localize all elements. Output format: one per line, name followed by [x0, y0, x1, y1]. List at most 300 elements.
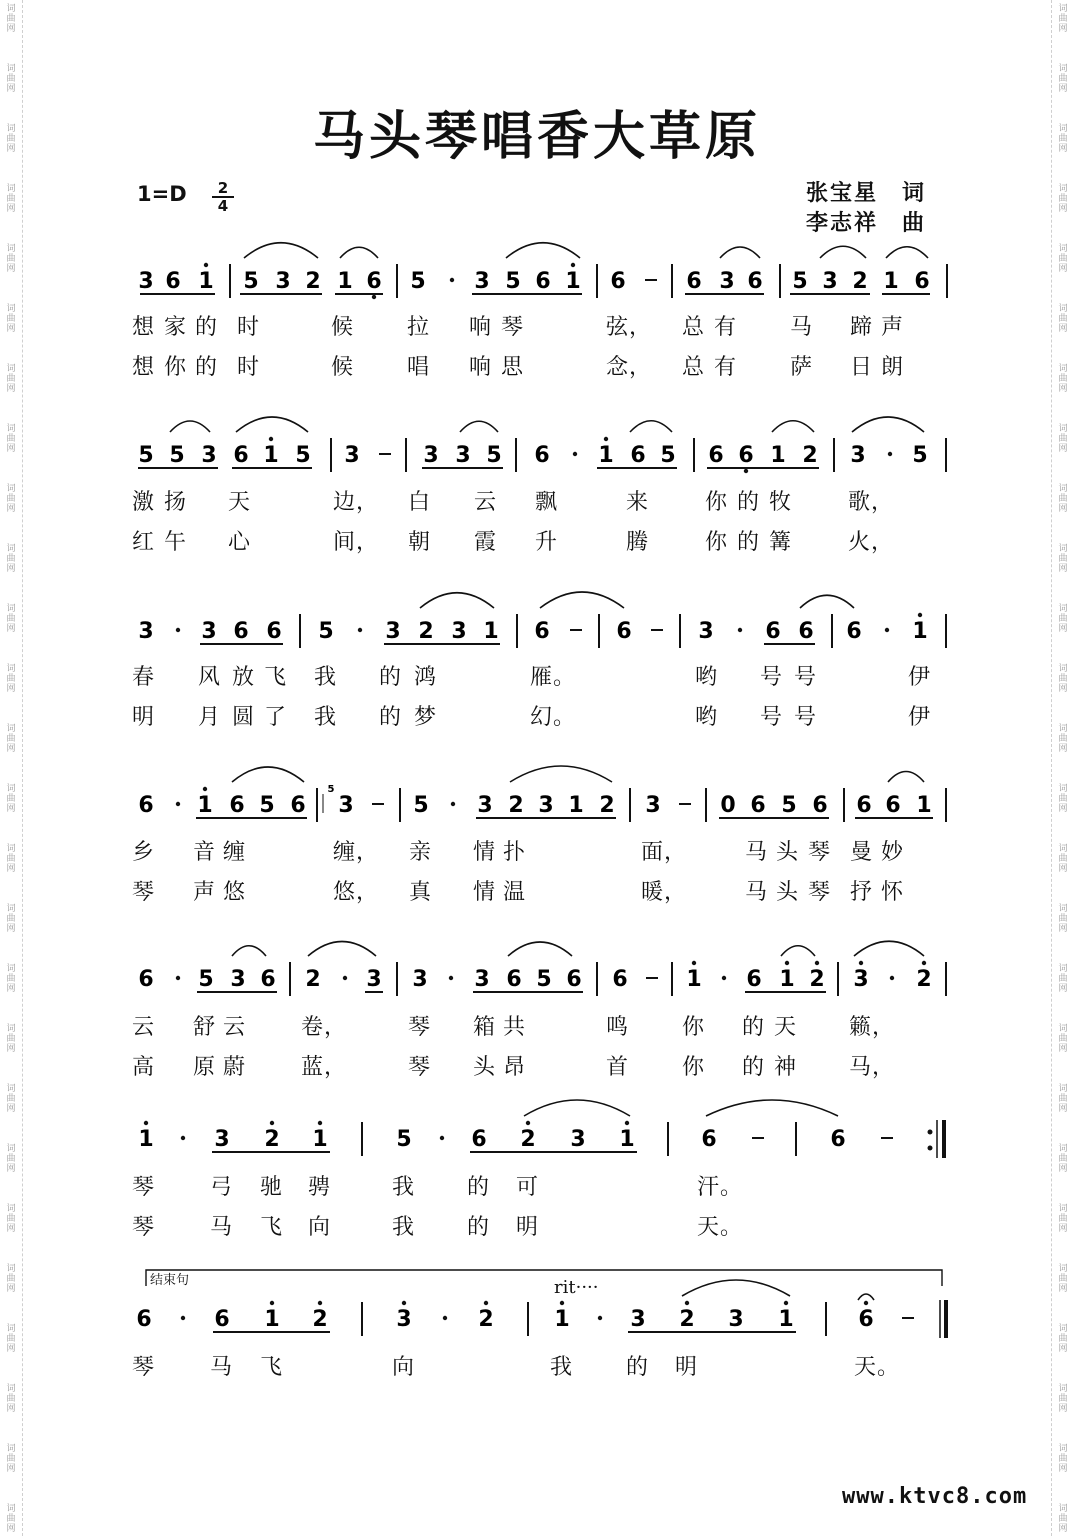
slur: [170, 421, 210, 432]
note-digit: 2: [312, 1307, 328, 1332]
note-digit: 6: [750, 793, 766, 818]
lyric-syllable: 腾: [626, 530, 650, 555]
watermark-text: 词 曲 网: [6, 964, 16, 994]
watermark-text: 词 曲 网: [6, 1504, 16, 1534]
augmentation-dot: [451, 802, 455, 806]
watermark-text: 词 曲 网: [1058, 184, 1068, 214]
note-digit: 3: [570, 1127, 586, 1152]
slur: [854, 941, 924, 956]
lyric-syllable: 云: [223, 1015, 247, 1040]
ending-label: 结束句: [150, 1273, 190, 1288]
augmentation-dot: [181, 1136, 185, 1140]
lyric-syllable: 首: [606, 1055, 630, 1080]
watermark-text: 词 曲 网: [1058, 364, 1068, 394]
watermark-text: 词 曲 网: [1058, 844, 1068, 874]
fermata: [858, 1294, 874, 1300]
lyric-syllable: 伊: [908, 665, 932, 690]
note-digit: 1: [686, 967, 702, 992]
slur: [420, 593, 494, 608]
lyric-syllable: 的: [626, 1355, 650, 1380]
note-digit: 3: [474, 967, 490, 992]
watermark-text: 词 曲 网: [6, 304, 16, 334]
key-signature: 1=D: [137, 182, 187, 206]
note-digit: 6: [229, 793, 245, 818]
octave-high-dot: [815, 961, 819, 965]
note-digit: 6: [566, 967, 582, 992]
lyric-syllable: 家: [164, 315, 188, 340]
lyric-syllable: 向: [392, 1355, 416, 1380]
watermark-text: 词 曲 网: [1058, 784, 1068, 814]
lyric-syllable: 舒: [193, 1015, 217, 1040]
lyric-syllable: 卷，: [301, 1015, 348, 1040]
lyric-syllable: 边，: [333, 490, 380, 515]
lyric-syllable: 火，: [848, 530, 895, 555]
lyric-syllable: 响: [469, 315, 493, 340]
watermark-text: 词 曲 网: [1058, 424, 1068, 454]
slur: [888, 772, 924, 783]
note-digit: 6: [830, 1127, 846, 1152]
lyric-syllable: 马: [210, 1355, 234, 1380]
watermark-text: 词 曲 网: [6, 1384, 16, 1414]
ending-bracket: [146, 1270, 942, 1286]
lyric-syllable: 我: [314, 665, 338, 690]
note-digit: 3: [477, 793, 493, 818]
note-digit: 5: [169, 443, 185, 468]
lyric-syllable: 时: [237, 315, 261, 340]
augmentation-dot: [443, 1316, 447, 1320]
octave-high-dot: [402, 1301, 406, 1305]
lyric-syllable: 怀: [881, 880, 905, 905]
lyric-syllable: 飞: [260, 1355, 284, 1380]
lyric-syllable: 蓝，: [301, 1055, 348, 1080]
note-digit: 3: [385, 619, 401, 644]
octave-low-dot: [372, 295, 376, 299]
lyric-syllable: 蔚: [223, 1055, 247, 1080]
octave-high-dot: [318, 1301, 322, 1305]
watermark-text: 词 曲 网: [1058, 904, 1068, 934]
note-digit: 6: [290, 793, 306, 818]
lyric-syllable: 飘: [535, 490, 559, 515]
lyric-syllable: 头: [776, 880, 800, 905]
lyric-syllable: 鸿: [414, 665, 438, 690]
watermark-text: 词 曲 网: [1058, 724, 1068, 754]
note-digit: 6: [366, 269, 382, 294]
lyric-syllable: 神: [774, 1055, 798, 1080]
lyric-syllable: 总: [682, 355, 706, 380]
lyric-syllable: 马: [210, 1215, 234, 1240]
lyric-syllable: 放: [232, 665, 256, 690]
lyric-syllable: 的: [742, 1055, 766, 1080]
lyric-syllable: 琴: [408, 1015, 432, 1040]
slur: [244, 243, 318, 258]
lyric-syllable: 琴: [501, 315, 525, 340]
note-digit: 6: [138, 793, 154, 818]
slur: [706, 1100, 838, 1116]
octave-low-dot: [744, 469, 748, 473]
lyric-syllable: 云: [132, 1015, 156, 1040]
lyric-syllable: 鸣: [606, 1015, 630, 1040]
lyric-syllable: 箱: [473, 1015, 497, 1040]
note-digit: 5: [295, 443, 311, 468]
slur: [232, 946, 266, 956]
lyric-syllable: 琴: [132, 880, 156, 905]
note-digit: 5: [259, 793, 275, 818]
note-digit: 2: [418, 619, 434, 644]
slur: [232, 767, 304, 782]
note-digit: 2: [305, 269, 321, 294]
lyric-syllable: 马，: [849, 1055, 896, 1080]
lyric-syllable: 马: [790, 315, 814, 340]
slur: [460, 421, 498, 432]
note-digit: 6: [535, 269, 551, 294]
lyric-syllable: 头: [776, 840, 800, 865]
watermark-text: 词 曲 网: [6, 1264, 16, 1294]
octave-high-dot: [625, 1121, 629, 1125]
watermark-text: 词 曲 网: [6, 4, 16, 34]
note-digit: 1: [312, 1127, 328, 1152]
octave-high-dot: [484, 1301, 488, 1305]
lyric-syllable: 天。: [854, 1355, 901, 1380]
note-digit: 5: [138, 443, 154, 468]
augmentation-dot: [573, 452, 577, 456]
note-digit: 2: [478, 1307, 494, 1332]
note-digit: 6: [534, 619, 550, 644]
watermark-text: 词 曲 网: [1058, 1084, 1068, 1114]
ritardando-mark: rit····: [554, 1277, 599, 1298]
lyric-syllable: 心: [228, 530, 252, 555]
watermark-text: 词 曲 网: [6, 904, 16, 934]
watermark-text: 词 曲 网: [1058, 1144, 1068, 1174]
lyric-syllable: 音: [193, 840, 217, 865]
lyric-syllable: 候: [331, 315, 355, 340]
slur: [540, 592, 624, 608]
lyric-syllable: 骋: [308, 1175, 332, 1200]
note-digit: 3: [230, 967, 246, 992]
lyric-syllable: 亲: [409, 840, 433, 865]
watermark-text: 词 曲 网: [6, 1144, 16, 1174]
lyric-syllable: 悠: [223, 880, 247, 905]
lyric-syllable: 号: [794, 705, 818, 730]
octave-high-dot: [784, 1301, 788, 1305]
lyric-syllable: 候: [331, 355, 355, 380]
lyric-syllable: 情: [473, 840, 497, 865]
slur: [886, 247, 928, 258]
note-digit: 2: [809, 967, 825, 992]
lyric-syllable: 号: [794, 665, 818, 690]
octave-high-dot: [204, 263, 208, 267]
lyric-syllable: 蹄: [850, 315, 874, 340]
note-digit: 2: [599, 793, 615, 818]
note-digit: 5: [660, 443, 676, 468]
lyric-syllable: 可: [516, 1175, 540, 1200]
lyric-syllable: 悠，: [333, 880, 380, 905]
watermark-text: 词 曲 网: [1058, 664, 1068, 694]
lyric-syllable: 高: [132, 1055, 156, 1080]
note-digit: 5: [486, 443, 502, 468]
note-digit: 6: [233, 443, 249, 468]
site-watermark: www.ktvc8.com: [842, 1484, 1028, 1509]
octave-high-dot: [560, 1301, 564, 1305]
lyric-syllable: 籁，: [849, 1015, 896, 1040]
note-digit: 6: [747, 269, 763, 294]
lyric-syllable: 日: [850, 355, 874, 380]
note-digit: 5: [781, 793, 797, 818]
note-digit: 3: [850, 443, 866, 468]
augmentation-dot: [181, 1316, 185, 1320]
watermark-text: 词 曲 网: [1058, 304, 1068, 334]
note-digit: 1: [198, 269, 214, 294]
watermark-text: 词 曲 网: [6, 1204, 16, 1234]
watermark-text: 词 曲 网: [6, 484, 16, 514]
lyric-syllable: 我: [550, 1355, 574, 1380]
note-digit: 6: [686, 269, 702, 294]
lyric-syllable: 暖，: [641, 880, 688, 905]
note-digit: 5: [536, 967, 552, 992]
lyric-syllable: 萨: [790, 355, 814, 380]
watermark-text: 词 曲 网: [6, 124, 16, 154]
lyric-syllable: 缠: [223, 840, 247, 865]
watermark-text: 词 曲 网: [1058, 484, 1068, 514]
note-digit: 2: [520, 1127, 536, 1152]
note-digit: 3: [474, 269, 490, 294]
lyric-syllable: 响: [469, 355, 493, 380]
note-digit: 5: [505, 269, 521, 294]
note-digit: 6: [914, 269, 930, 294]
note-digit: 5: [243, 269, 259, 294]
note-digit: 6: [610, 269, 626, 294]
augmentation-dot: [888, 452, 892, 456]
lyric-syllable: 驰: [260, 1175, 284, 1200]
lyric-syllable: 歌，: [848, 490, 895, 515]
lyric-syllable: 扬: [164, 490, 188, 515]
watermark-text: 词 曲 网: [1058, 1264, 1068, 1294]
lyric-syllable: 的: [379, 705, 403, 730]
lyric-syllable: 的: [195, 355, 219, 380]
watermark-text: 词 曲 网: [6, 184, 16, 214]
note-digit: 1: [883, 269, 899, 294]
note-digit: 5: [410, 269, 426, 294]
note-digit: 6: [812, 793, 828, 818]
note-digit: 3: [645, 793, 661, 818]
note-digit: 3: [412, 967, 428, 992]
augmentation-dot: [449, 976, 453, 980]
augmentation-dot: [450, 278, 454, 282]
watermark-text: 词 曲 网: [6, 724, 16, 754]
lyric-syllable: 飞: [264, 665, 288, 690]
note-digit: 2: [916, 967, 932, 992]
note-digit: 3: [538, 793, 554, 818]
lyric-syllable: 真: [409, 880, 433, 905]
lyric-syllable: 伊: [908, 705, 932, 730]
time-signature-bottom: 4: [217, 197, 229, 215]
lyric-syllable: 想: [132, 315, 156, 340]
slur: [772, 421, 814, 432]
note-digit: 1: [912, 619, 928, 644]
lyric-syllable: 你: [682, 1015, 706, 1040]
lyric-syllable: 来: [626, 490, 650, 515]
octave-high-dot: [685, 1301, 689, 1305]
note-digit: 6: [738, 443, 754, 468]
watermark-text: 词 曲 网: [1058, 1444, 1068, 1474]
note-digit: 1: [778, 1307, 794, 1332]
augmentation-dot: [890, 976, 894, 980]
watermark-text: 词 曲 网: [6, 1084, 16, 1114]
slur: [340, 247, 378, 258]
lyric-syllable: 圆: [232, 705, 256, 730]
note-digit: 6: [856, 793, 872, 818]
note-digit: 2: [305, 967, 321, 992]
watermark-text: 词 曲 网: [1058, 244, 1068, 274]
lyric-syllable: 琴: [132, 1355, 156, 1380]
octave-high-dot: [270, 1121, 274, 1125]
slur: [508, 942, 572, 956]
augmentation-dot: [598, 1316, 602, 1320]
note-digit: 6: [701, 1127, 717, 1152]
slur: [510, 766, 612, 782]
lyric-syllable: 牧: [769, 490, 793, 515]
watermark-text: 词 曲 网: [6, 544, 16, 574]
lyric-syllable: 雁。: [530, 665, 577, 690]
lyric-syllable: 明: [675, 1355, 699, 1380]
note-digit: 6: [746, 967, 762, 992]
lyric-syllable: 明: [516, 1215, 540, 1240]
note-digit: 1: [483, 619, 499, 644]
lyric-syllable: 号: [760, 705, 784, 730]
lyric-syllable: 琴: [408, 1055, 432, 1080]
lyric-syllable: 风: [198, 665, 222, 690]
lyric-syllable: 面，: [641, 840, 688, 865]
lyric-syllable: 的: [737, 490, 761, 515]
note-digit: 6: [214, 1307, 230, 1332]
watermark-text: 词 曲 网: [1058, 124, 1068, 154]
lyric-syllable: 想: [132, 355, 156, 380]
lyric-syllable: 了: [264, 705, 288, 730]
lyric-syllable: 天。: [697, 1215, 744, 1240]
note-digit: 3: [396, 1307, 412, 1332]
watermark-text: 词 曲 网: [6, 1444, 16, 1474]
note-digit: 3: [423, 443, 439, 468]
lyric-syllable: 哟: [695, 665, 719, 690]
octave-high-dot: [918, 613, 922, 617]
note-digit: 1: [565, 269, 581, 294]
octave-high-dot: [571, 263, 575, 267]
augmentation-dot: [176, 628, 180, 632]
lyric-syllable: 念，: [606, 355, 653, 380]
augmentation-dot: [738, 628, 742, 632]
note-digit: 3: [275, 269, 291, 294]
note-digit: 2: [679, 1307, 695, 1332]
note-digit: 1: [619, 1127, 635, 1152]
augmentation-dot: [343, 976, 347, 980]
repeat-dot: [928, 1130, 933, 1135]
watermark-text: 词 曲 网: [6, 784, 16, 814]
lyric-syllable: 你: [705, 530, 729, 555]
lyric-syllable: 天: [774, 1015, 798, 1040]
lyric-syllable: 声: [193, 880, 217, 905]
watermark-text: 词 曲 网: [6, 844, 16, 874]
note-digit: 5: [792, 269, 808, 294]
lyric-syllable: 朝: [408, 530, 432, 555]
lyric-syllable: 乡: [132, 840, 156, 865]
repeat-dot: [928, 1146, 933, 1151]
lyricist-credit: 张宝星 词: [806, 181, 927, 206]
note-digit: 3: [201, 443, 217, 468]
note-digit: 2: [508, 793, 524, 818]
lyric-syllable: 梦: [414, 705, 438, 730]
lyric-syllable: 你: [164, 355, 188, 380]
lyric-syllable: 天: [228, 490, 252, 515]
slur: [236, 417, 308, 432]
lyric-syllable: 总: [682, 315, 706, 340]
note-digit: 1: [197, 793, 213, 818]
note-digit: 5: [198, 967, 214, 992]
note-digit: 3: [138, 269, 154, 294]
note-digit: 3: [728, 1307, 744, 1332]
watermark-text: 词 曲 网: [1058, 1504, 1068, 1534]
watermark-text: 词 曲 网: [1058, 1204, 1068, 1234]
note-digit: 6: [266, 619, 282, 644]
watermark-text: 词 曲 网: [6, 664, 16, 694]
octave-high-dot: [269, 437, 273, 441]
lyric-syllable: 扑: [503, 840, 527, 865]
augmentation-dot: [722, 976, 726, 980]
note-digit: 6: [708, 443, 724, 468]
lyric-syllable: 你: [705, 490, 729, 515]
lyric-syllable: 向: [308, 1215, 332, 1240]
note-digit: 1: [138, 1127, 154, 1152]
grace-note: 5: [327, 784, 335, 795]
note-digit: 3: [451, 619, 467, 644]
note-digit: 3: [630, 1307, 646, 1332]
note-digit: 1: [779, 967, 795, 992]
note-digit: 3: [338, 793, 354, 818]
slur: [720, 247, 760, 258]
lyric-syllable: 的: [742, 1015, 766, 1040]
note-digit: 2: [264, 1127, 280, 1152]
lyric-syllable: 头: [473, 1055, 497, 1080]
lyric-syllable: 抒: [850, 880, 874, 905]
slur: [820, 246, 866, 258]
note-digit: 6: [136, 1307, 152, 1332]
lyric-syllable: 弦，: [606, 315, 653, 340]
lyric-syllable: 思: [501, 355, 525, 380]
lyric-syllable: 篝: [769, 530, 793, 555]
note-digit: 1: [568, 793, 584, 818]
octave-high-dot: [864, 1301, 868, 1305]
note-digit: 1: [598, 443, 614, 468]
octave-high-dot: [692, 961, 696, 965]
note-digit: 6: [765, 619, 781, 644]
watermark-text: 词 曲 网: [1058, 1384, 1068, 1414]
octave-high-dot: [604, 437, 608, 441]
watermark-text: 词 曲 网: [6, 244, 16, 274]
watermark-text: 词 曲 网: [1058, 604, 1068, 634]
note-digit: 3: [201, 619, 217, 644]
note-digit: 6: [858, 1307, 874, 1332]
note-digit: 3: [344, 443, 360, 468]
lyric-syllable: 时: [237, 355, 261, 380]
note-digit: 5: [912, 443, 928, 468]
note-digit: 6: [471, 1127, 487, 1152]
lyric-syllable: 原: [193, 1055, 217, 1080]
lyric-syllable: 的: [379, 665, 403, 690]
note-digit: 3: [853, 967, 869, 992]
augmentation-dot: [176, 976, 180, 980]
octave-high-dot: [526, 1121, 530, 1125]
lyric-syllable: 曼: [850, 840, 874, 865]
note-digit: 3: [719, 269, 735, 294]
lyric-syllable: 白: [408, 490, 432, 515]
